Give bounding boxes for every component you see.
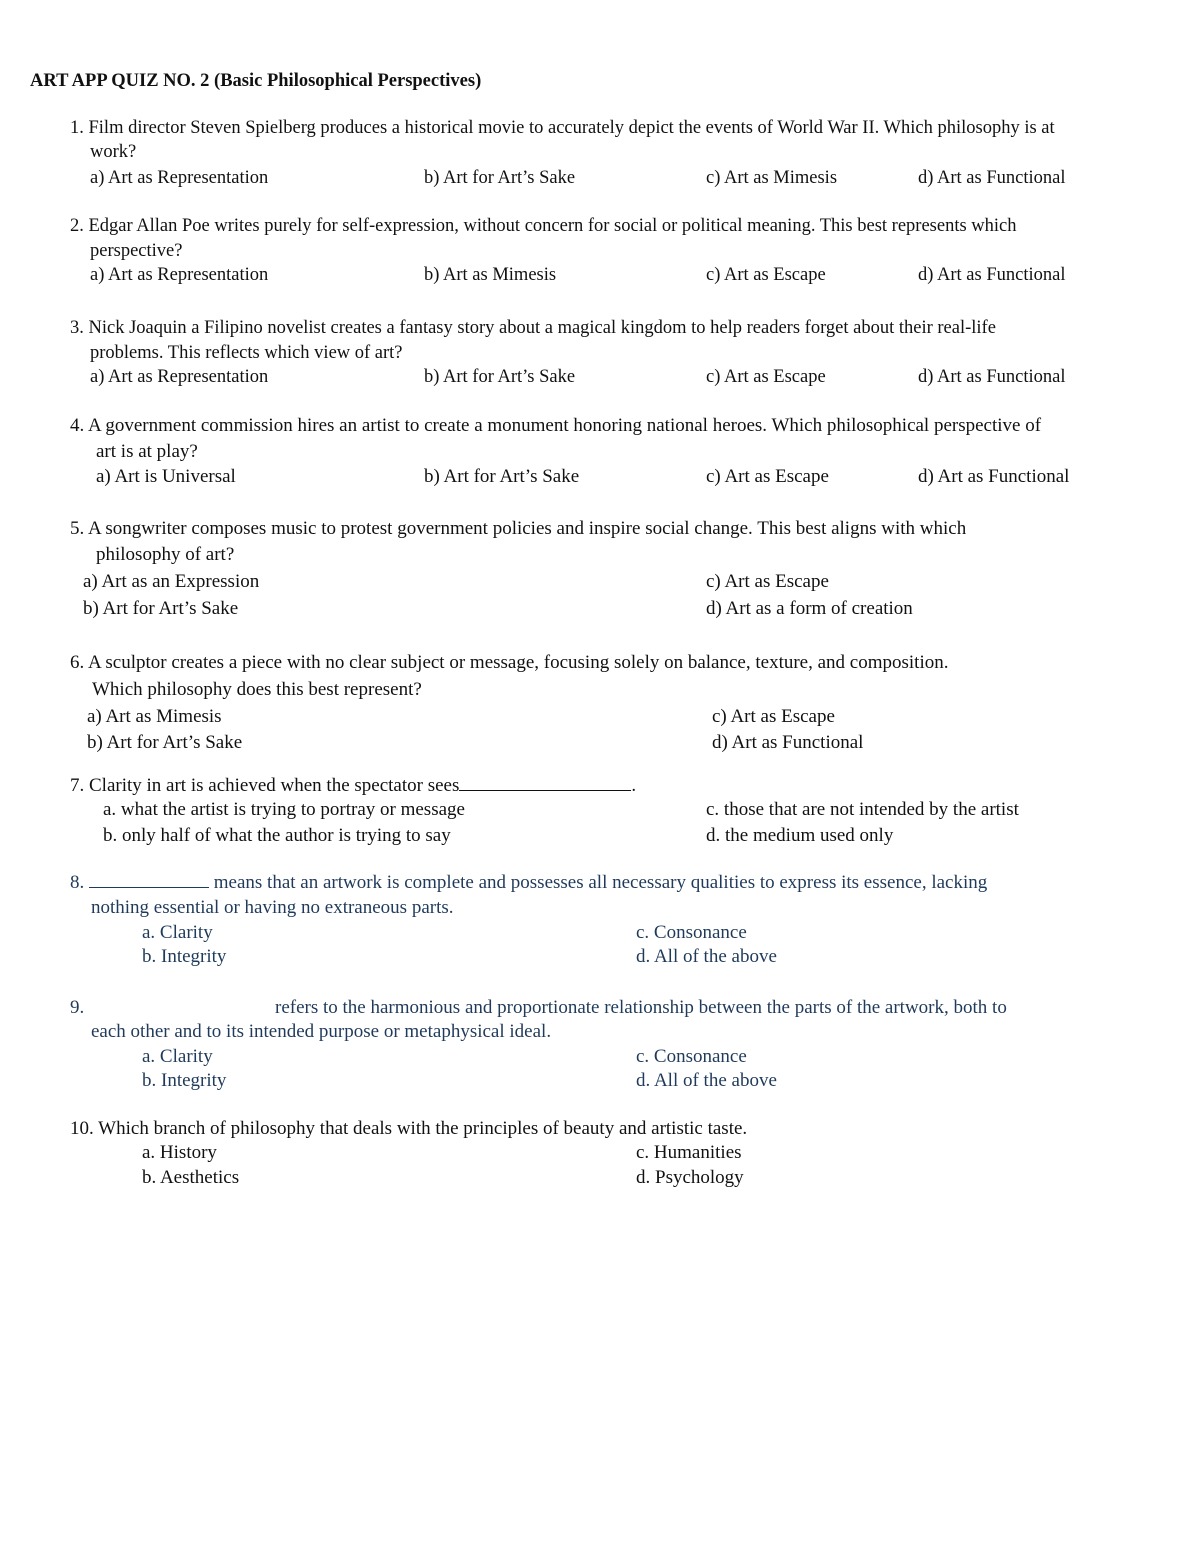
- option-a[interactable]: a) Art as Representation: [90, 265, 269, 285]
- question-number: 4.: [70, 415, 85, 436]
- question-9-line-2: each other and to its intended purpose or metaphysical ideal.: [91, 1021, 552, 1042]
- option-c[interactable]: c) Art as Escape: [706, 466, 829, 487]
- option-c[interactable]: c) Art as Escape: [706, 571, 829, 592]
- question-number: 3.: [70, 318, 84, 338]
- option-c[interactable]: c. Humanities: [636, 1142, 742, 1163]
- option-b[interactable]: b) Art for Art’s Sake: [424, 367, 576, 387]
- option-c[interactable]: c) Art as Mimesis: [706, 168, 838, 188]
- option-d[interactable]: d) Art as Functional: [918, 367, 1066, 387]
- option-b[interactable]: b) Art for Art’s Sake: [83, 598, 239, 619]
- question-text: Which branch of philosophy that deals with the principles of beauty and artistic taste.: [98, 1118, 748, 1139]
- question-number: 8.: [70, 872, 85, 893]
- question-4-line-2: art is at play?: [96, 441, 198, 462]
- option-d[interactable]: d) Art as a form of creation: [706, 598, 913, 619]
- option-c[interactable]: c) Art as Escape: [712, 706, 835, 727]
- option-b[interactable]: b) Art for Art’s Sake: [424, 466, 580, 487]
- question-text: Clarity in art is achieved when the spectator sees: [89, 775, 460, 796]
- question-3-line-2: problems. This reflects which view of art?: [90, 343, 403, 363]
- question-10-line-1: [70, 1117, 747, 1141]
- option-d[interactable]: d) Art as Functional: [918, 265, 1066, 285]
- question-text: A government commission hires an artist to create a monument honoring national heroes. Which philosophical perspective of: [87, 415, 1042, 436]
- question-text: Edgar Allan Poe writes purely for self-expression, without concern for social or political meaning. This best represents which: [88, 216, 1017, 236]
- question-number: 10.: [70, 1118, 94, 1139]
- option-a[interactable]: a) Art as Representation: [90, 168, 269, 188]
- question-text: Nick Joaquin a Filipino novelist creates a fantasy story about a magical kingdom to help readers forget about their real-life: [88, 318, 996, 338]
- question-9-line-1: refers to the harmonious and proportionate relationship between the parts of the artwork, both to: [275, 997, 1007, 1018]
- option-b[interactable]: b. Integrity: [142, 1070, 227, 1091]
- option-a[interactable]: a. Clarity: [142, 922, 213, 943]
- question-8-line-1: [70, 871, 987, 895]
- option-d[interactable]: d) Art as Functional: [918, 466, 1070, 487]
- question-4-line-1: [70, 414, 1041, 438]
- option-b[interactable]: b. Integrity: [142, 946, 227, 967]
- option-a[interactable]: a. Clarity: [142, 1046, 213, 1067]
- option-b[interactable]: b. Aesthetics: [142, 1167, 240, 1188]
- question-5-line-2: philosophy of art?: [96, 544, 235, 565]
- question-text: A songwriter composes music to protest government policies and inspire social change. This best aligns with which: [87, 518, 967, 539]
- question-5-line-1: [70, 517, 966, 541]
- option-d[interactable]: d. All of the above: [636, 1070, 777, 1091]
- answer-blank[interactable]: [89, 871, 209, 888]
- question-6-line-1: [70, 651, 948, 675]
- question-number: 5.: [70, 518, 85, 539]
- option-b[interactable]: b) Art as Mimesis: [424, 265, 557, 285]
- answer-blank[interactable]: [459, 774, 631, 791]
- question-number: 6.: [70, 652, 85, 673]
- option-a[interactable]: a) Art as Mimesis: [87, 706, 222, 727]
- question-2-line-2: perspective?: [90, 241, 183, 261]
- option-c[interactable]: c. Consonance: [636, 1046, 747, 1067]
- question-8-line-2: nothing essential or having no extraneous parts.: [91, 897, 454, 918]
- option-b[interactable]: b) Art for Art’s Sake: [87, 732, 243, 753]
- question-text: A sculptor creates a piece with no clear subject or message, focusing solely on balance, texture, and composition.: [87, 652, 949, 673]
- option-b[interactable]: b) Art for Art’s Sake: [424, 168, 576, 188]
- question-2-line-1: [70, 214, 1017, 238]
- option-d[interactable]: d. Psychology: [636, 1167, 744, 1188]
- question-7-line-1: [70, 774, 636, 798]
- question-text: Film director Steven Spielberg produces a historical movie to accurately depict the events of World War II. Which philosophy is at: [88, 118, 1055, 138]
- question-1-line-2: work?: [90, 142, 137, 162]
- option-c[interactable]: c. Consonance: [636, 922, 747, 943]
- option-c[interactable]: c. those that are not intended by the artist: [706, 799, 1019, 820]
- question-number: 1.: [70, 118, 84, 138]
- option-d[interactable]: d) Art as Functional: [712, 732, 864, 753]
- question-number: 7.: [70, 775, 85, 796]
- question-6-line-2: Which philosophy does this best represent?: [92, 679, 422, 700]
- question-9-number: 9.: [70, 997, 85, 1018]
- option-d[interactable]: d) Art as Functional: [918, 168, 1066, 188]
- option-d[interactable]: d. the medium used only: [706, 825, 894, 846]
- option-a[interactable]: a. what the artist is trying to portray or message: [103, 799, 465, 820]
- option-a[interactable]: a) Art as an Expression: [83, 571, 260, 592]
- question-1-line-1: [70, 116, 1055, 140]
- option-d[interactable]: d. All of the above: [636, 946, 777, 967]
- option-c[interactable]: c) Art as Escape: [706, 265, 826, 285]
- question-text: means that an artwork is complete and possesses all necessary qualities to express its essence, lacking: [213, 872, 988, 893]
- option-b[interactable]: b. only half of what the author is trying to say: [103, 825, 451, 846]
- question-number: 2.: [70, 216, 84, 236]
- question-text-end: .: [631, 775, 637, 796]
- option-a[interactable]: a. History: [142, 1142, 217, 1163]
- option-c[interactable]: c) Art as Escape: [706, 367, 826, 387]
- option-a[interactable]: a) Art as Representation: [90, 367, 269, 387]
- question-3-line-1: [70, 316, 996, 340]
- option-a[interactable]: a) Art is Universal: [96, 466, 236, 487]
- page-title: ART APP QUIZ NO. 2 (Basic Philosophical Perspectives): [30, 71, 482, 91]
